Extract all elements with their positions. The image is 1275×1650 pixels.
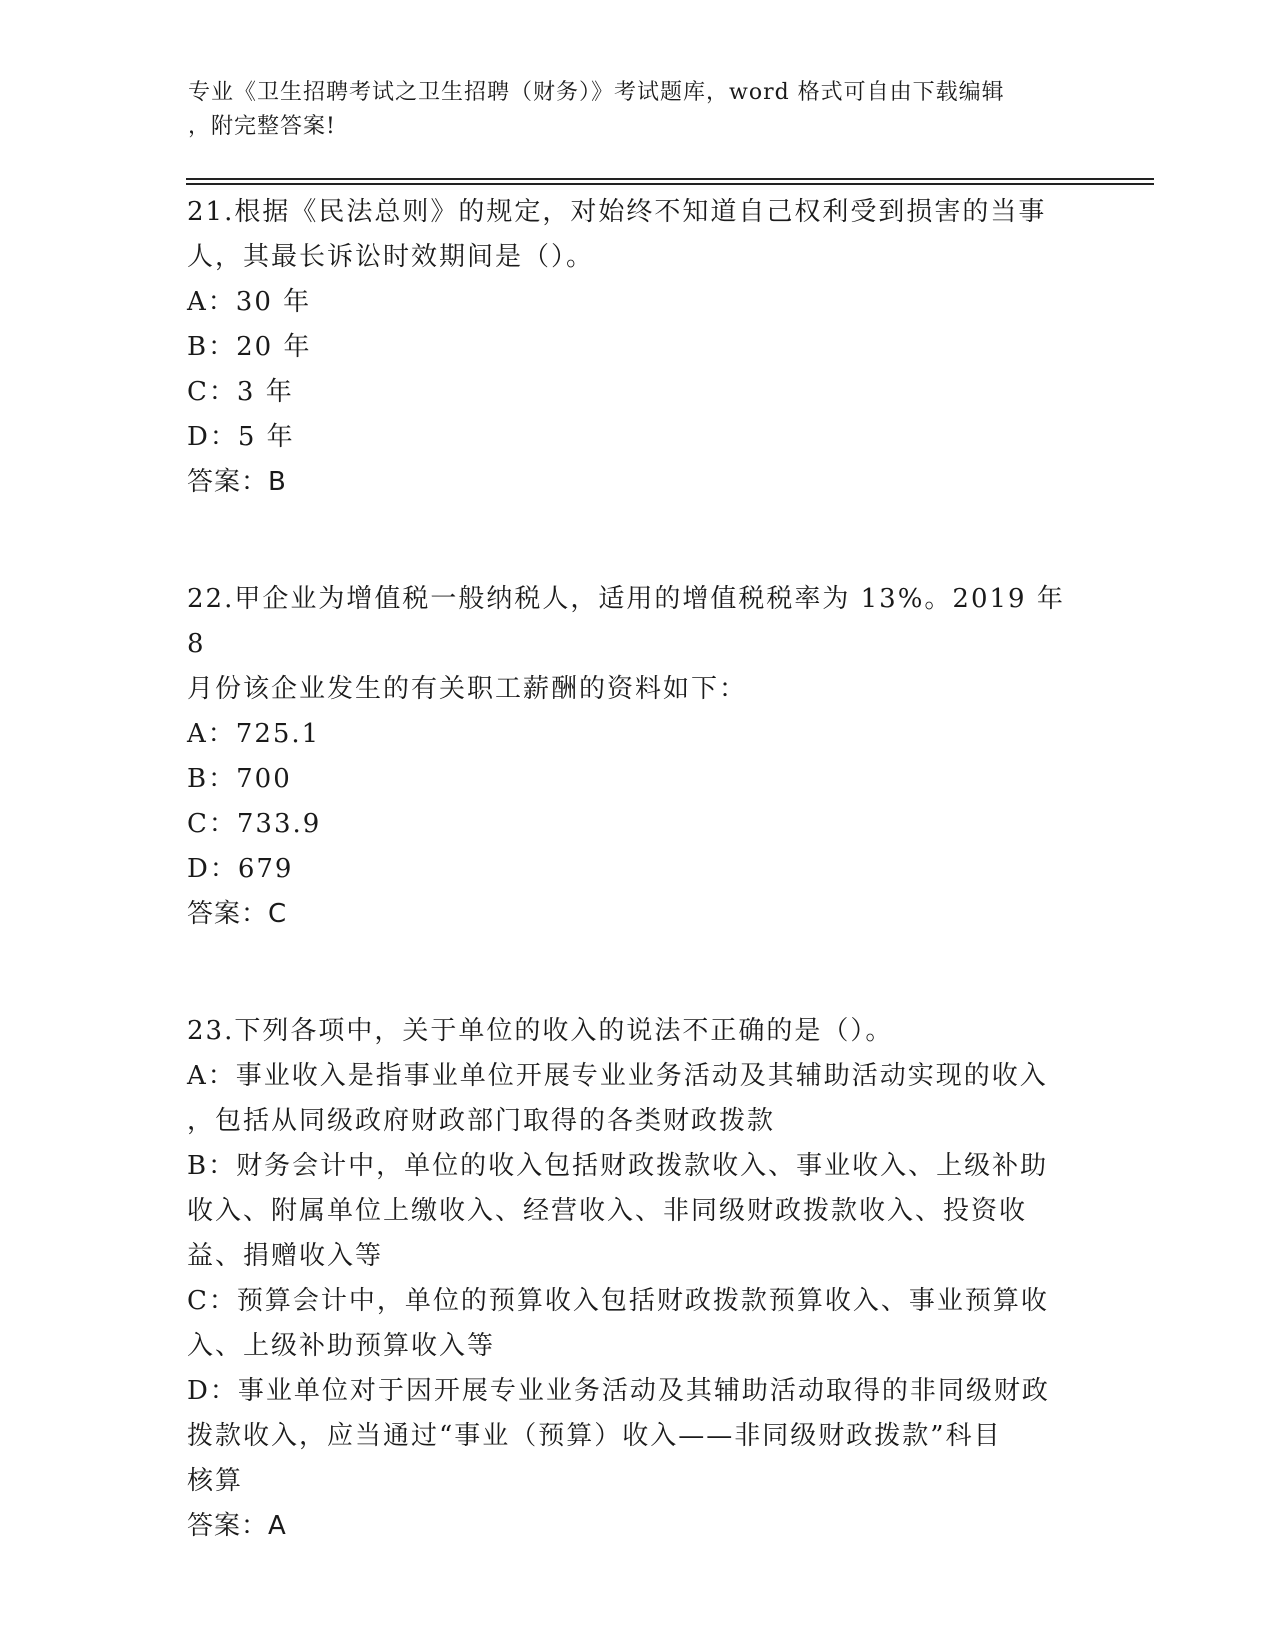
stem-line: 21.根据《民法总则》的规定，对始终不知道自己权利受到损害的当事 xyxy=(187,197,1047,227)
option-a: A：30 年 xyxy=(187,287,312,317)
option-a: A：725.1 xyxy=(187,719,321,749)
option-d: D：679 xyxy=(187,854,294,884)
option-c: C：3 年 xyxy=(187,377,294,407)
option-d: D：5 年 xyxy=(187,422,295,452)
answer-line: 答案：C xyxy=(187,899,288,929)
question-stem xyxy=(187,577,1067,712)
answer-line: 答案：A xyxy=(187,1511,287,1541)
question-21 xyxy=(187,190,1067,505)
question-list xyxy=(187,190,1067,1549)
question-22 xyxy=(187,577,1067,937)
option-b: B：财务会计中，单位的收入包括财政拨款收入、事业收入、上级补助 收入、附属单位上缴收入、经营收入、非同级财政拨款收入、投资收 益、捐赠收入等 xyxy=(187,1151,1049,1271)
option-c: C：733.9 xyxy=(187,809,322,839)
stem-line: 22.甲企业为增值税一般纳税人，适用的增值税税率为 13%。2019 年 8 xyxy=(187,584,1065,659)
option-a: A：事业收入是指事业单位开展专业业务活动及其辅助活动实现的收入 ，包括从同级政府财政部门取得的各类财政拨款 xyxy=(187,1061,1048,1136)
question-stem xyxy=(187,190,1067,280)
option-c: C：预算会计中，单位的预算收入包括财政拨款预算收入、事业预算收 入、上级补助预算收入等 xyxy=(187,1286,1049,1361)
option-b: B：700 xyxy=(187,764,292,794)
question-23 xyxy=(187,1009,1067,1549)
document-header xyxy=(188,76,1068,144)
header-divider-top xyxy=(186,178,1154,180)
stem-line: 月份该企业发生的有关职工薪酬的资料如下： xyxy=(187,674,748,704)
question-spacer xyxy=(187,937,1067,1009)
header-divider-bottom xyxy=(186,183,1154,185)
answer-line: 答案：B xyxy=(187,467,287,497)
header-line-1: 专业《卫生招聘考试之卫生招聘（财务）》考试题库，word 格式可自由下载编辑 xyxy=(188,80,1005,105)
header-line-2: ，附完整答案! xyxy=(188,114,336,139)
stem-line: 23.下列各项中，关于单位的收入的说法不正确的是（）。 xyxy=(187,1016,894,1046)
stem-line: 人，其最长诉讼时效期间是（）。 xyxy=(187,242,595,272)
question-spacer xyxy=(187,505,1067,577)
option-b: B：20 年 xyxy=(187,332,312,362)
question-stem xyxy=(187,1009,1067,1054)
option-d: D：事业单位对于因开展专业业务活动及其辅助活动取得的非同级财政 拨款收入，应当通过“事业（预算）收入——非同级财政拨款”科目 核算 xyxy=(187,1376,1050,1496)
